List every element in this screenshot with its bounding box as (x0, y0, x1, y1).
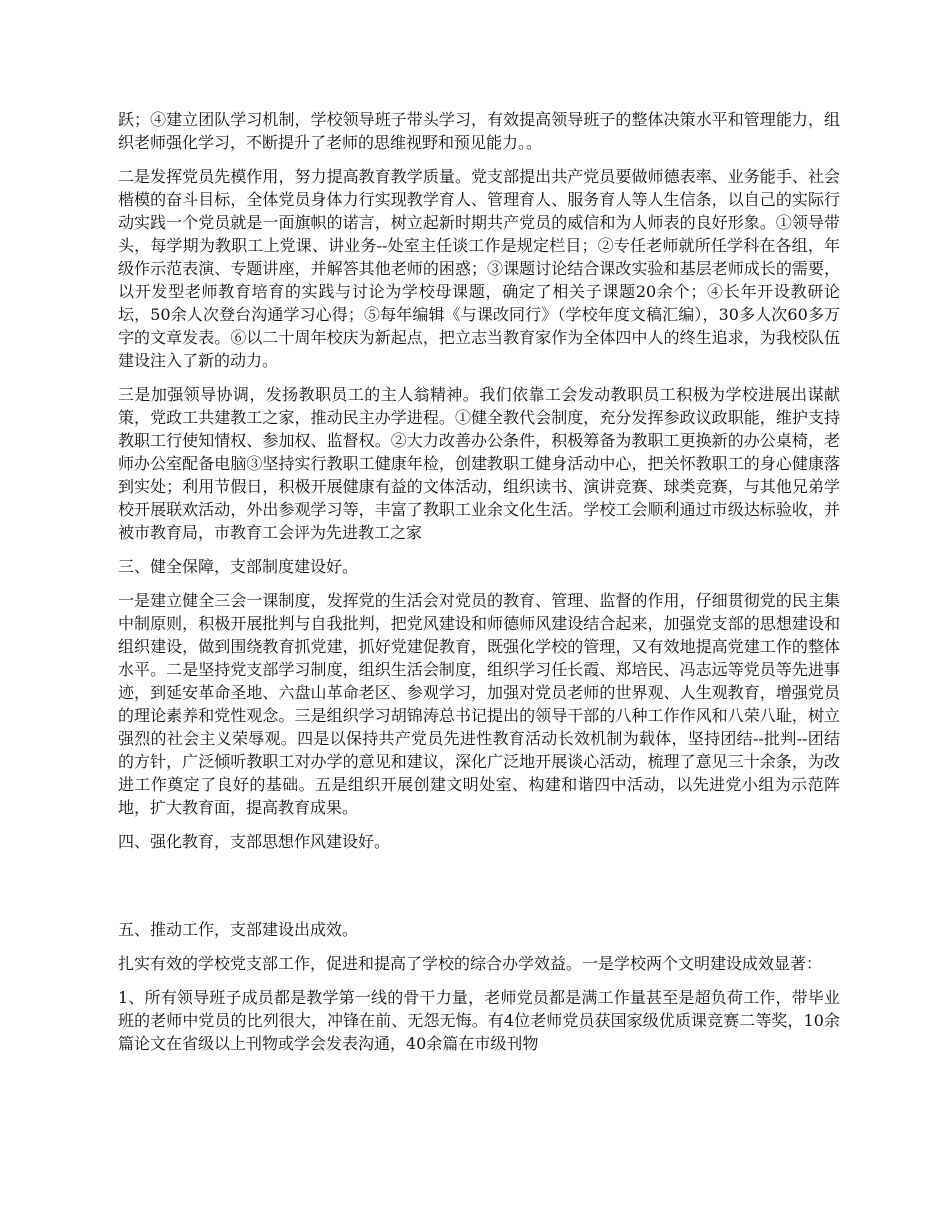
paragraph-leadership-coordination: 三是加强领导协调，发扬教职员工的主人翁精神。我们依靠工会发动教职员工积极为学校进展出谋献策，党政工共建教工之家，推动民主办学进程。①健全教代会制度，充分发挥参政议政职能，维护支持教职工行使知情权、参加权、监督权。②大力改善办公条件，积极筹备为教职工更换新的办公桌椅，老师办公室配备电脑③坚持实行教职工健康年检，创建教职工健身活动中心，把关怀教职工的身心健康落到实处；利用节假日，积极开展健康有益的文体活动，组织读书、演讲竞赛、球类竞赛，与其他兄弟学校开展联欢活动，外出参观学习等，丰富了教职工业余文化生活。学校工会顺利通过市级达标验收，并被市教育局，市教育工会评为先进教工之家 (118, 385, 840, 542)
section-heading-4: 四、强化教育，支部思想作风建设好。 (118, 832, 391, 851)
section-heading-3: 三、健全保障，支部制度建设好。 (118, 557, 359, 576)
section-heading-5: 五、推动工作，支部建设出成效。 (118, 920, 359, 939)
paragraph-party-member-role: 二是发挥党员先模作用，努力提高教育教学质量。党支部提出共产党员要做师德表率、业务能手、社会楷模的奋斗目标，全体党员身体力行实现教学育人、管理育人、服务育人等人生信条，以自己的实际行动实践一个党员就是一面旗帜的诺言，树立起新时期共产党员的威信和为人师表的良好形象。①领导带头，每学期为教职工上党课、讲业务--处室主任谈工作是规定栏目；②专任老师就所任学科在各组，年级作示范表演、专题讲座，并解答其他老师的困惑；③课题讨论结合课改实验和基层老师成长的需要，以开发型老师教育培育的实践与讨论为学校母课题，确定了相关子课题20余个；④长年开设教研论坛，50余人次登台沟通学习心得；⑤每年编辑《与课改同行》（学校年度文稿汇编），30多人次60多万字的文章发表。⑥以二十周年校庆为新起点，把立志当教育家作为全体四中人的终生追求，为我校队伍建设注入了新的动力。 (118, 167, 840, 370)
paragraph-school-effectiveness: 扎实有效的学校党支部工作，促进和提高了学校的综合办学效益。一是学校两个文明建设成效显著： (118, 954, 823, 973)
paragraph-team-learning: 跃；④建立团队学习机制，学校领导班子带头学习，有效提高领导班子的整体决策水平和管理能力，组织老师强化学习，不断提升了老师的思维视野和预见能力。。 (118, 110, 840, 152)
document-page (118, 108, 840, 1066)
paragraph-three-meetings-system: 一是建立健全三会一课制度，发挥党的生活会对党员的教育、管理、监督的作用，仔细贯彻党的民主集中制原则，积极开展批判与自我批判，把党风建设和师德师风建设结合起来，加强党支部的思想建设和组织建设，做到围绕教育抓党建，抓好党建促教育，既强化学校的管理，又有效地提高党建工作的整体水平。二是坚持党支部学习制度，组织生活会制度，组织学习任长霞、郑培民、冯志远等党员等先进事迹，到延安革命圣地、六盘山革命老区、参观学习，加强对党员老师的世界观、人生观教育，增强党员的理论素养和党性观念。三是组织学习胡锦涛总书记提出的领导干部的八种工作作风和八荣八耻，树立强烈的社会主义荣辱观。四是以保持共产党员先进性教育活动长效机制为载体，坚持团结--批判--团结的方针，广泛倾听教职工对办学的意见和建议，深化广泛地开展谈心活动，梳理了意见三十余条，为改进工作奠定了良好的基础。五是组织开展创建文明处室、构建和谐四中活动，以先进党小组为示范阵地，扩大教育面，提高教育成果。 (118, 591, 840, 817)
paragraph-leadership-members: 1、所有领导班子成员都是教学第一线的骨干力量，老师党员都是满工作量甚至是超负荷工作，带毕业班的老师中党员的比列很大，冲锋在前、无怨无悔。有4位老师党员获国家级优质课竞赛二等奖，10余篇论文在省级以上刊物或学会发表沟通，40余篇在市级刊物 (118, 988, 840, 1053)
